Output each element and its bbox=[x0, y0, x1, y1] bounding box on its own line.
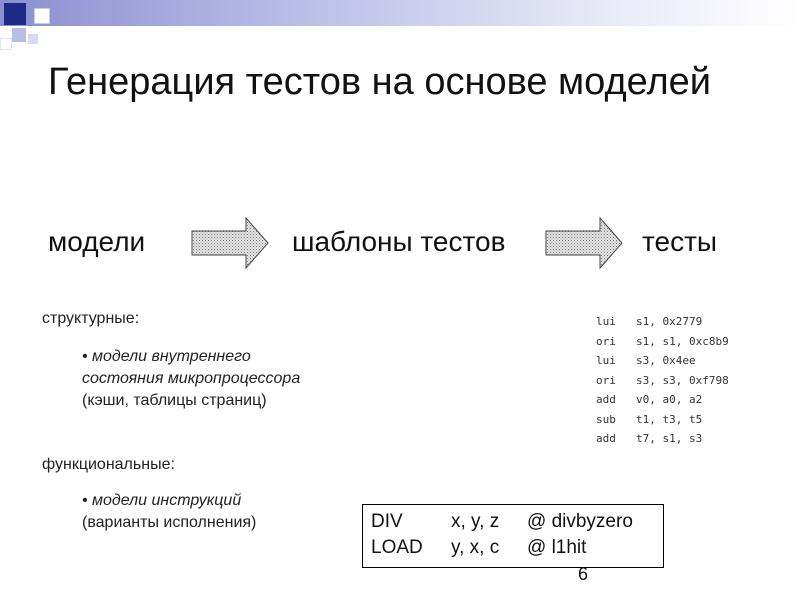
decorative-square bbox=[12, 28, 26, 42]
structural-bullet-line-1: • модели внутреннего bbox=[82, 348, 251, 365]
functional-bullet-line-1: • модели инструкций bbox=[82, 492, 242, 509]
code-line: ori s1, s1, 0xc8b9 bbox=[596, 334, 729, 348]
decorative-square bbox=[34, 8, 50, 24]
slide-title: Генерация тестов на основе моделей bbox=[48, 61, 712, 103]
functional-bullet bbox=[82, 490, 342, 534]
structural-label: структурные: bbox=[42, 310, 140, 327]
template-line: LOAD y, x, c @ l1hit bbox=[371, 537, 587, 558]
code-line: add t7, s1, s3 bbox=[596, 432, 703, 445]
code-line: lui s3, 0x4ee bbox=[596, 354, 696, 367]
decorative-square bbox=[4, 3, 26, 25]
functional-label: функциональные: bbox=[42, 456, 175, 473]
code-line: ori s3, s3, 0xf798 bbox=[596, 373, 729, 387]
flow-models-label: модели bbox=[48, 226, 146, 257]
arrow-right-icon bbox=[190, 216, 270, 270]
structural-bullet-note: (кэши, таблицы страниц) bbox=[82, 392, 267, 409]
code-line: add v0, a0, a2 bbox=[596, 393, 703, 406]
page-number: 6 bbox=[578, 564, 589, 584]
code-line: lui s1, 0x2779 bbox=[596, 315, 703, 328]
functional-bullet-note: (варианты исполнения) bbox=[82, 514, 257, 531]
code-listing bbox=[596, 312, 729, 449]
decorative-square bbox=[0, 38, 12, 50]
structural-bullet-line-2: состояния микропроцессора bbox=[82, 370, 301, 387]
code-line: sub t1, t3, t5 bbox=[596, 412, 703, 426]
template-box bbox=[362, 504, 664, 568]
arrow-right-icon bbox=[544, 216, 624, 270]
top-decorative-bar bbox=[0, 0, 800, 26]
structural-bullet bbox=[82, 346, 382, 412]
decorative-square bbox=[28, 34, 38, 44]
flow-tests-label: тесты bbox=[642, 226, 718, 257]
flow-templates-label: шаблоны тестов bbox=[292, 226, 506, 257]
template-line: DIV x, y, z @ divbyzero bbox=[371, 511, 633, 532]
